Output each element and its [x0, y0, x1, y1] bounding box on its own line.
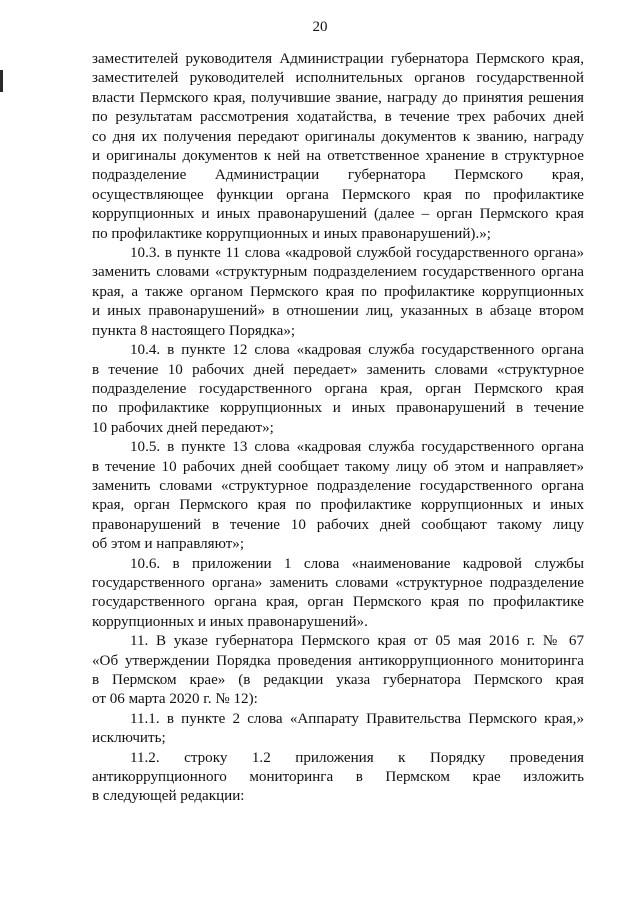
text-line: заместителей руководителя Администрации губернатора Пермского края,: [92, 51, 584, 67]
text-line: осуществляющее функции органа Пермского края по профилактике: [92, 186, 584, 203]
text-line: государственного органа края, орган Пермского края по профилактике: [92, 594, 584, 611]
text-line: по профилактике коррупционных и иных правонарушений в течение: [92, 400, 584, 417]
text-line: и иных правонарушений» в отношении лиц, указанных в абзаце втором: [92, 303, 584, 320]
text-line: 10.3. в пункте 11 слова «кадровой службой государственного органа»: [130, 245, 584, 262]
document-body: [92, 50, 584, 807]
paragraph: [92, 710, 584, 749]
paragraph: [92, 749, 584, 807]
text-line: исключить;: [92, 730, 166, 747]
text-line: 10 рабочих дней передают»;: [92, 419, 274, 436]
text-line: правонарушений в течение 10 рабочих дней сообщают такому лицу: [92, 516, 584, 533]
text-line: коррупционных и иных правонарушений (далее – орган Пермского края: [92, 206, 584, 223]
text-line: 11.1. в пункте 2 слова «Аппарату Правительства Пермского края,»: [130, 710, 584, 727]
text-line: в следующей редакции:: [92, 788, 245, 805]
text-line: антикоррупционного мониторинга в Пермском крае изложить: [92, 769, 584, 786]
text-line: в Пермском крае» (в редакции указа губернатора Пермского края: [92, 672, 584, 688]
scan-edge-mark: [0, 70, 3, 92]
text-line: подразделение государственного органа края, орган Пермского края: [92, 380, 584, 397]
text-line: пункта 8 настоящего Порядка»;: [92, 322, 296, 339]
text-line: заменить словами «структурным подразделением государственного органа: [92, 264, 584, 281]
text-line: 10.5. в пункте 13 слова «кадровая служба государственного органа: [130, 439, 584, 456]
paragraph: [92, 244, 584, 341]
paragraph: [92, 438, 584, 554]
text-line: власти Пермского края, получившие звание, награду до принятия решения: [92, 89, 584, 106]
text-line: в течение 10 рабочих дней передает» заменить словами «структурное: [92, 361, 584, 378]
paragraph: [92, 341, 584, 438]
text-line: 11. В указе губернатора Пермского края от 05 мая 2016 г. № 67: [130, 633, 584, 650]
text-line: коррупционных и иных правонарушений».: [92, 613, 368, 630]
text-line: 10.4. в пункте 12 слова «кадровая служба государственного органа: [130, 342, 584, 359]
text-line: 10.6. в приложении 1 слова «наименование кадровой службы: [130, 555, 584, 572]
text-line: об этом и направляют»;: [92, 536, 245, 553]
text-line: по результатам рассмотрения ходатайства, в течение трех рабочих дней: [92, 109, 584, 126]
text-line: края, орган Пермского края по профилактике коррупционных и иных: [92, 497, 584, 514]
page-number: 20: [312, 19, 328, 35]
text-line: заменить словами «структурное подразделение государственного органа: [92, 477, 584, 494]
text-line: в течение 10 рабочих дней сообщает такому лицу об этом и направляет»: [92, 458, 584, 475]
text-line: края, а также органом Пермского края по профилактике коррупционных: [92, 283, 584, 300]
paragraph: [92, 50, 584, 244]
text-line: 11.2. строку 1.2 приложения к Порядку проведения: [130, 749, 584, 766]
text-line: и оригиналы документов к ней на ответственное хранение в структурное: [92, 148, 584, 165]
text-line: от 06 марта 2020 г. № 12):: [92, 691, 258, 708]
text-line: государственного органа» заменить словами «структурное подразделение: [92, 574, 584, 591]
text-line: по профилактике коррупционных и иных правонарушений).»;: [92, 225, 491, 242]
text-line: заместителей руководителей исполнительных органов государственной: [92, 70, 584, 87]
paragraph: [92, 632, 584, 710]
text-line: подразделение Администрации губернатора Пермского края,: [92, 167, 584, 184]
text-line: со дня их получения передают оригиналы документов к званию, награду: [92, 128, 584, 145]
paragraph: [92, 555, 584, 633]
text-line: «Об утверждении Порядка проведения антикоррупционного мониторинга: [92, 652, 584, 669]
